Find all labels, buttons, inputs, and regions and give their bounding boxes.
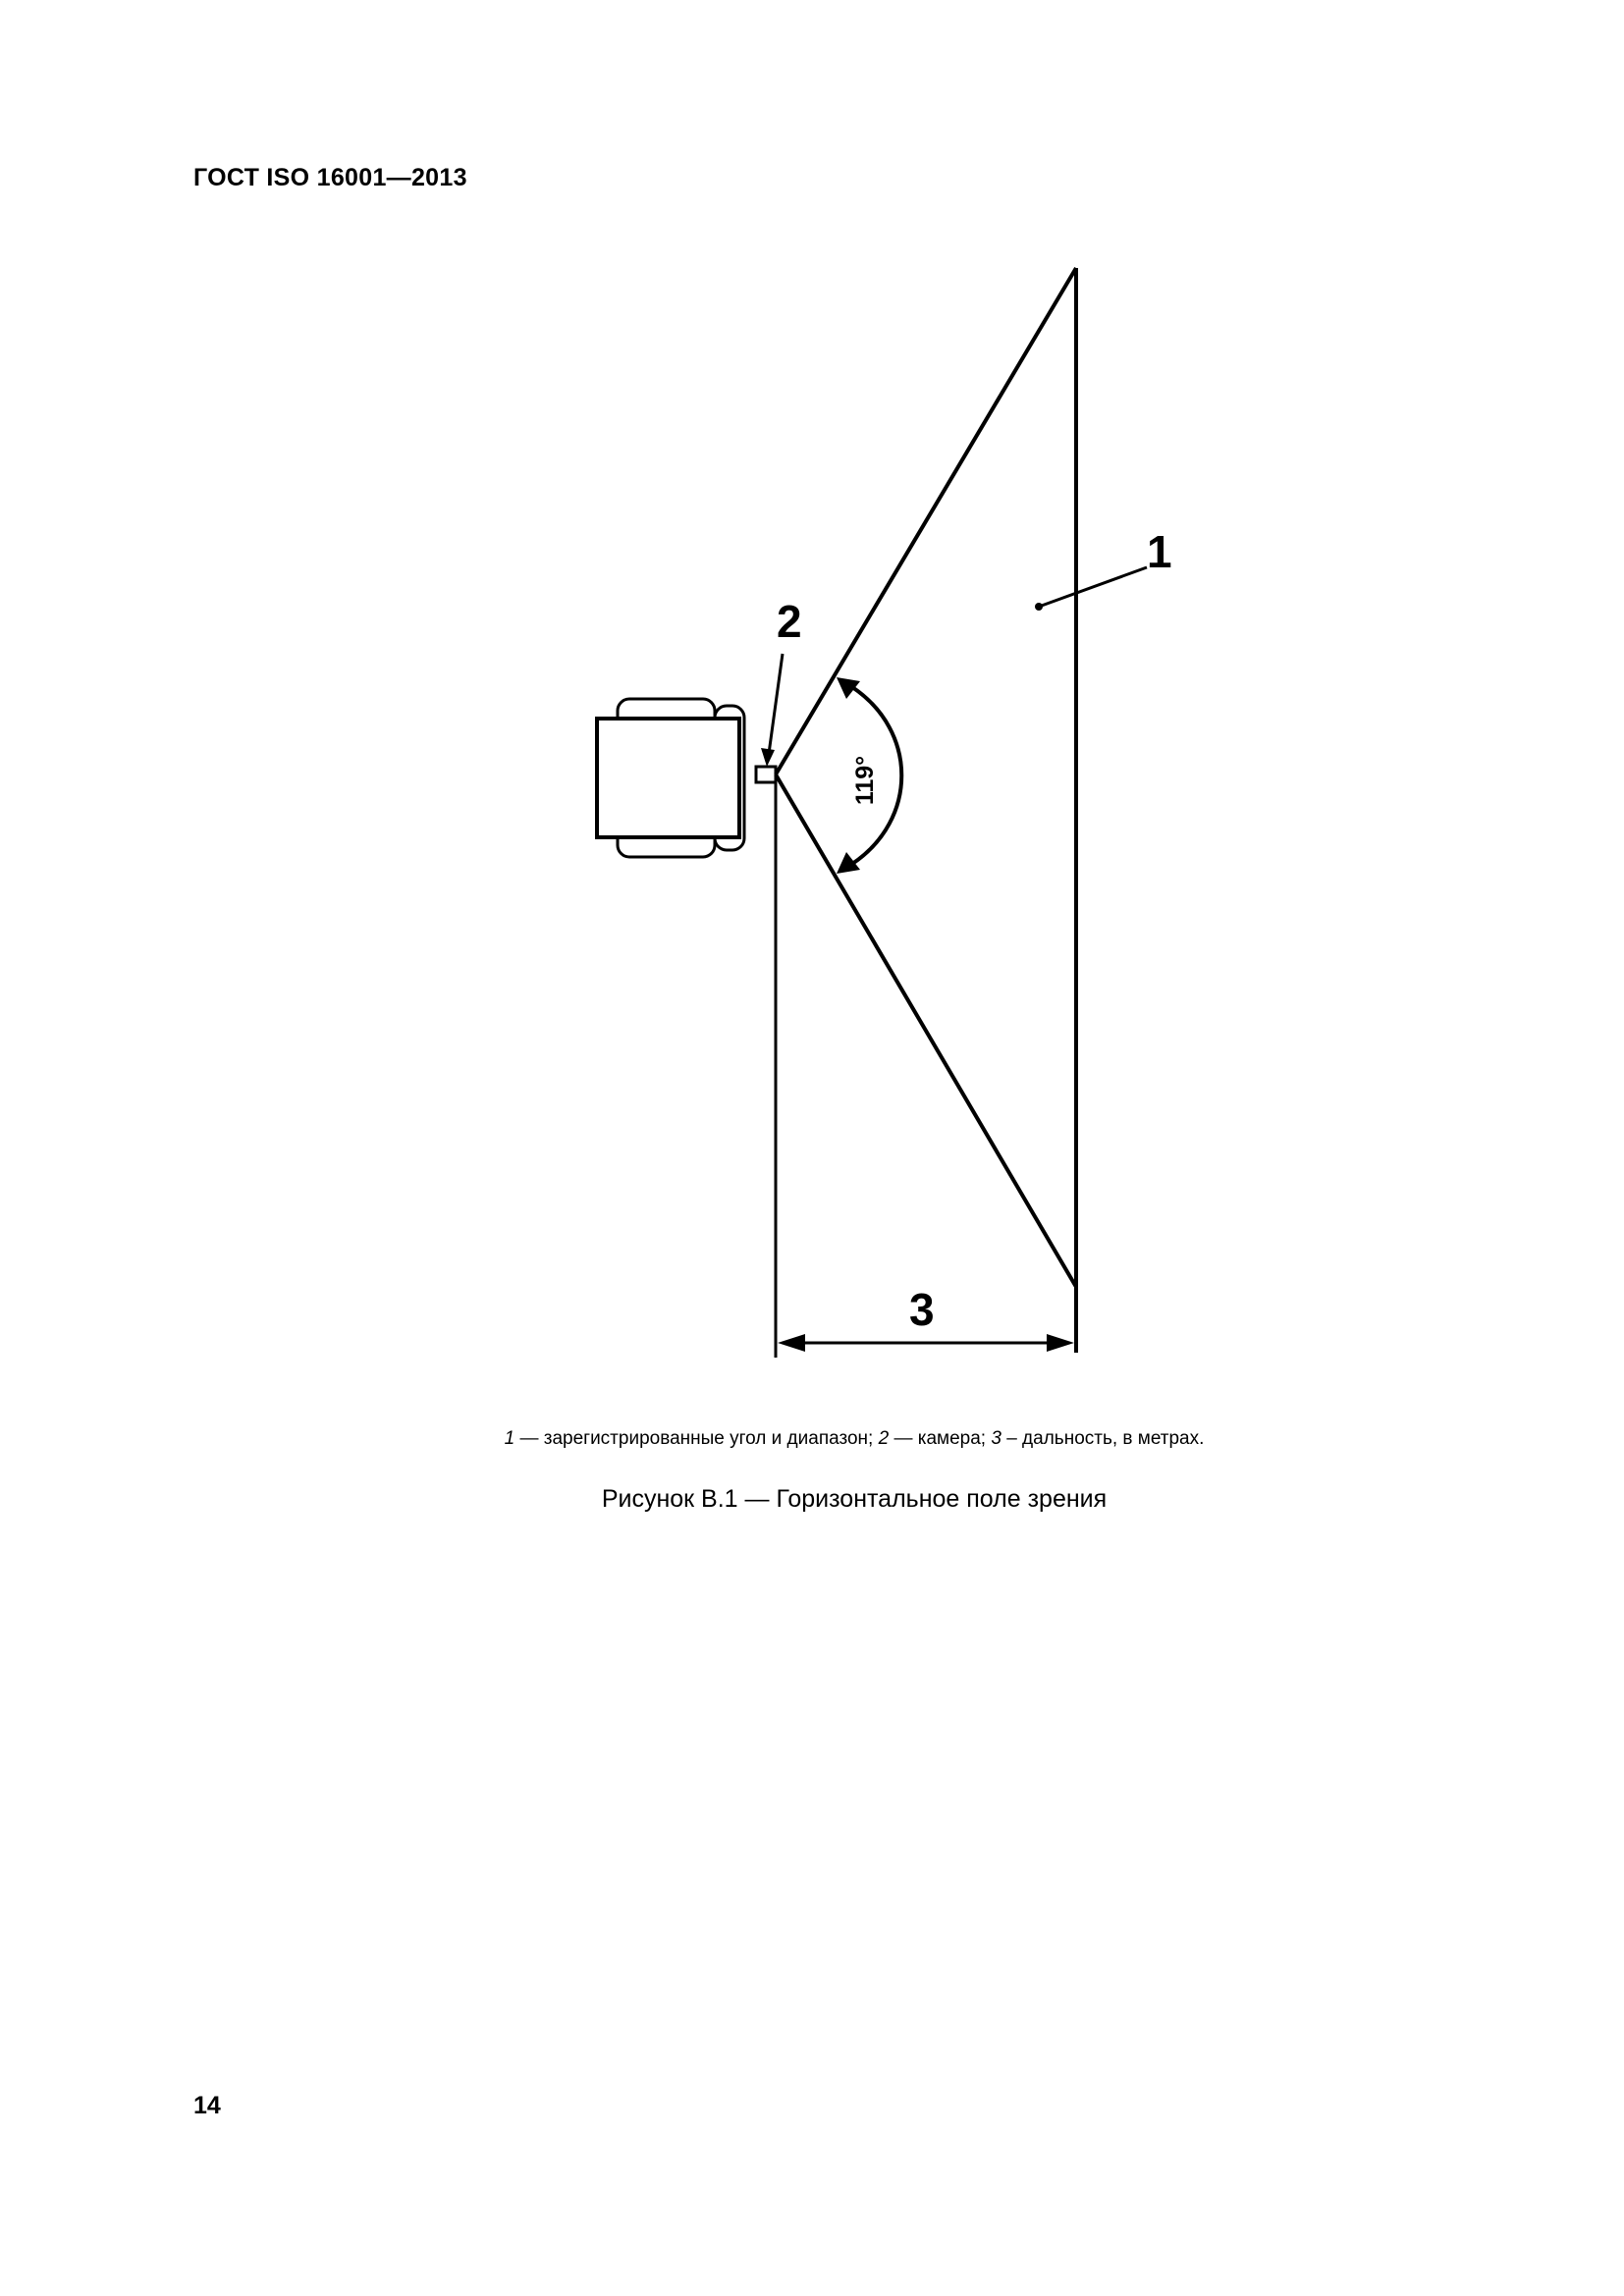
vehicle-icon bbox=[597, 699, 744, 857]
arrowhead-left-icon bbox=[778, 1334, 805, 1352]
legend-item-3-number: 3 bbox=[991, 1428, 1001, 1449]
angle-label: 119° bbox=[851, 755, 879, 806]
figure-legend bbox=[0, 1428, 1624, 1450]
fov-lower-boundary bbox=[776, 774, 1076, 1287]
legend-item-1-text: — зарегистрированные угол и диапазон; bbox=[514, 1428, 879, 1449]
callout-label-2: 2 bbox=[777, 596, 802, 647]
camera-icon bbox=[756, 767, 776, 782]
arrowhead-right-icon bbox=[1047, 1334, 1074, 1352]
callout-label-3: 3 bbox=[909, 1284, 935, 1335]
callout-label-1: 1 bbox=[1147, 526, 1172, 577]
document-header: ГОСТ ISO 16001—2013 bbox=[193, 164, 467, 191]
callout-1-leader bbox=[1039, 567, 1147, 607]
legend-item-1-number: 1 bbox=[504, 1428, 515, 1449]
callout-2-leader bbox=[768, 654, 783, 761]
callout-2-arrowhead-icon bbox=[761, 748, 775, 767]
figure-caption: Рисунок В.1 — Горизонтальное поле зрения bbox=[601, 1485, 1108, 1513]
legend-item-2-text: — камера; bbox=[889, 1428, 992, 1449]
callout-1-dot bbox=[1035, 603, 1043, 611]
legend-item-3-text: – дальность, в метрах. bbox=[1001, 1428, 1205, 1449]
legend-item-2-number: 2 bbox=[878, 1428, 890, 1449]
page-number: 14 bbox=[193, 2092, 221, 2119]
fov-upper-boundary bbox=[776, 268, 1076, 774]
